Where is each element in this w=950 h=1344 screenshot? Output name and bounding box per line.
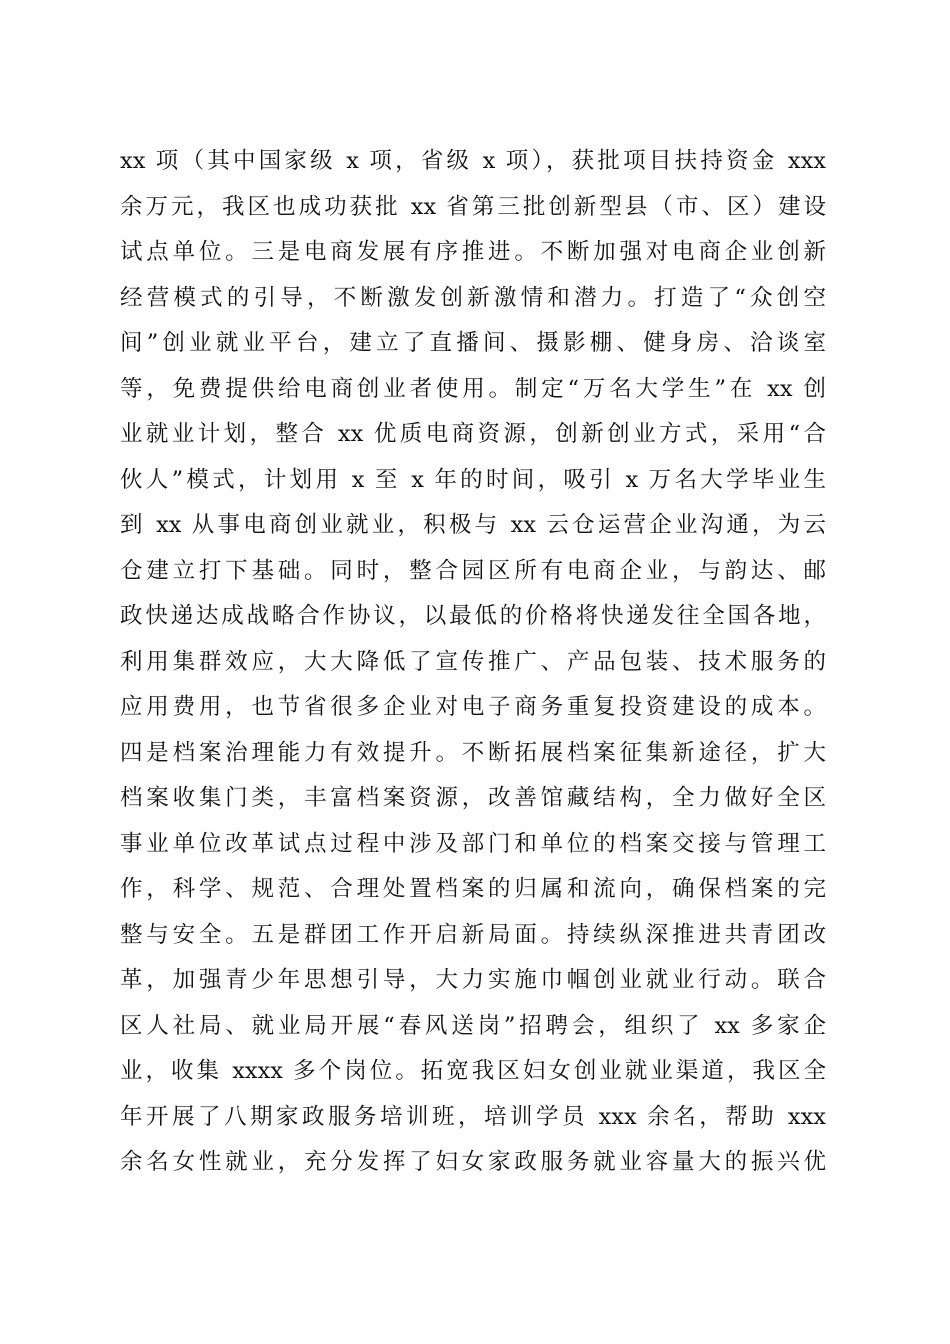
text-line: 整与安全。五是群团工作开启新局面。持续纵深推进共青团改 (120, 921, 826, 948)
text-line: 利用集群效应，大大降低了宣传推广、产品包装、技术服务的 (120, 648, 826, 675)
text-line: 应用费用，也节省很多企业对电子商务重复投资建设的成本。 (120, 694, 826, 720)
text-line: xx 项（其中国家级 x 项，省级 x 项），获批项目扶持资金 xxx (120, 148, 826, 174)
body-paragraph (120, 139, 826, 1186)
text-line: 到 xx 从事电商创业就业，积极与 xx 云仓运营企业沟通，为云 (120, 512, 826, 538)
text-line: 作，科学、规范、合理处置档案的归属和流向，确保档案的完 (120, 876, 826, 902)
text-line: 政快递达成战略合作协议，以最低的价格将快递发往全国各地， (120, 603, 826, 629)
text-line: 年开展了八期家政服务培训班，培训学员 xxx 余名，帮助 xxx (120, 1103, 826, 1130)
text-line: 间”创业就业平台，建立了直播间、摄影棚、健身房、洽谈室 (120, 330, 826, 356)
text-line: 事业单位改革试点过程中涉及部门和单位的档案交接与管理工 (120, 830, 826, 857)
text-line: 余万元，我区也成功获批 xx 省第三批创新型县（市、区）建设 (120, 193, 826, 220)
text-line: 仓建立打下基础。同时，整合园区所有电商企业，与韵达、邮 (120, 557, 826, 584)
text-line: 经营模式的引导，不断激发创新激情和潜力。打造了“众创空 (120, 284, 826, 311)
text-line: 试点单位。三是电商发展有序推进。不断加强对电商企业创新 (120, 239, 826, 265)
text-line: 业就业计划，整合 xx 优质电商资源，创新创业方式，采用“合 (120, 421, 826, 447)
text-line: 业，收集 xxxx 多个岗位。拓宽我区妇女创业就业渠道，我区全 (120, 1058, 826, 1084)
text-line: 等，免费提供给电商创业者使用。制定“万名大学生”在 xx 创 (120, 375, 826, 402)
text-line: 余名女性就业，充分发挥了妇女家政服务就业容量大的振兴优 (120, 1149, 826, 1175)
text-line: 伙人”模式，计划用 x 至 x 年的时间，吸引 x 万名大学毕业生 (120, 466, 826, 493)
text-line: 四是档案治理能力有效提升。不断拓展档案征集新途径，扩大 (120, 739, 826, 766)
text-line: 革，加强青少年思想引导，大力实施巾帼创业就业行动。联合 (120, 967, 826, 993)
text-line: 档案收集门类，丰富档案资源，改善馆藏结构，全力做好全区 (120, 785, 826, 811)
text-line: 区人社局、就业局开展“春风送岗”招聘会，组织了 xx 多家企 (120, 1012, 826, 1039)
